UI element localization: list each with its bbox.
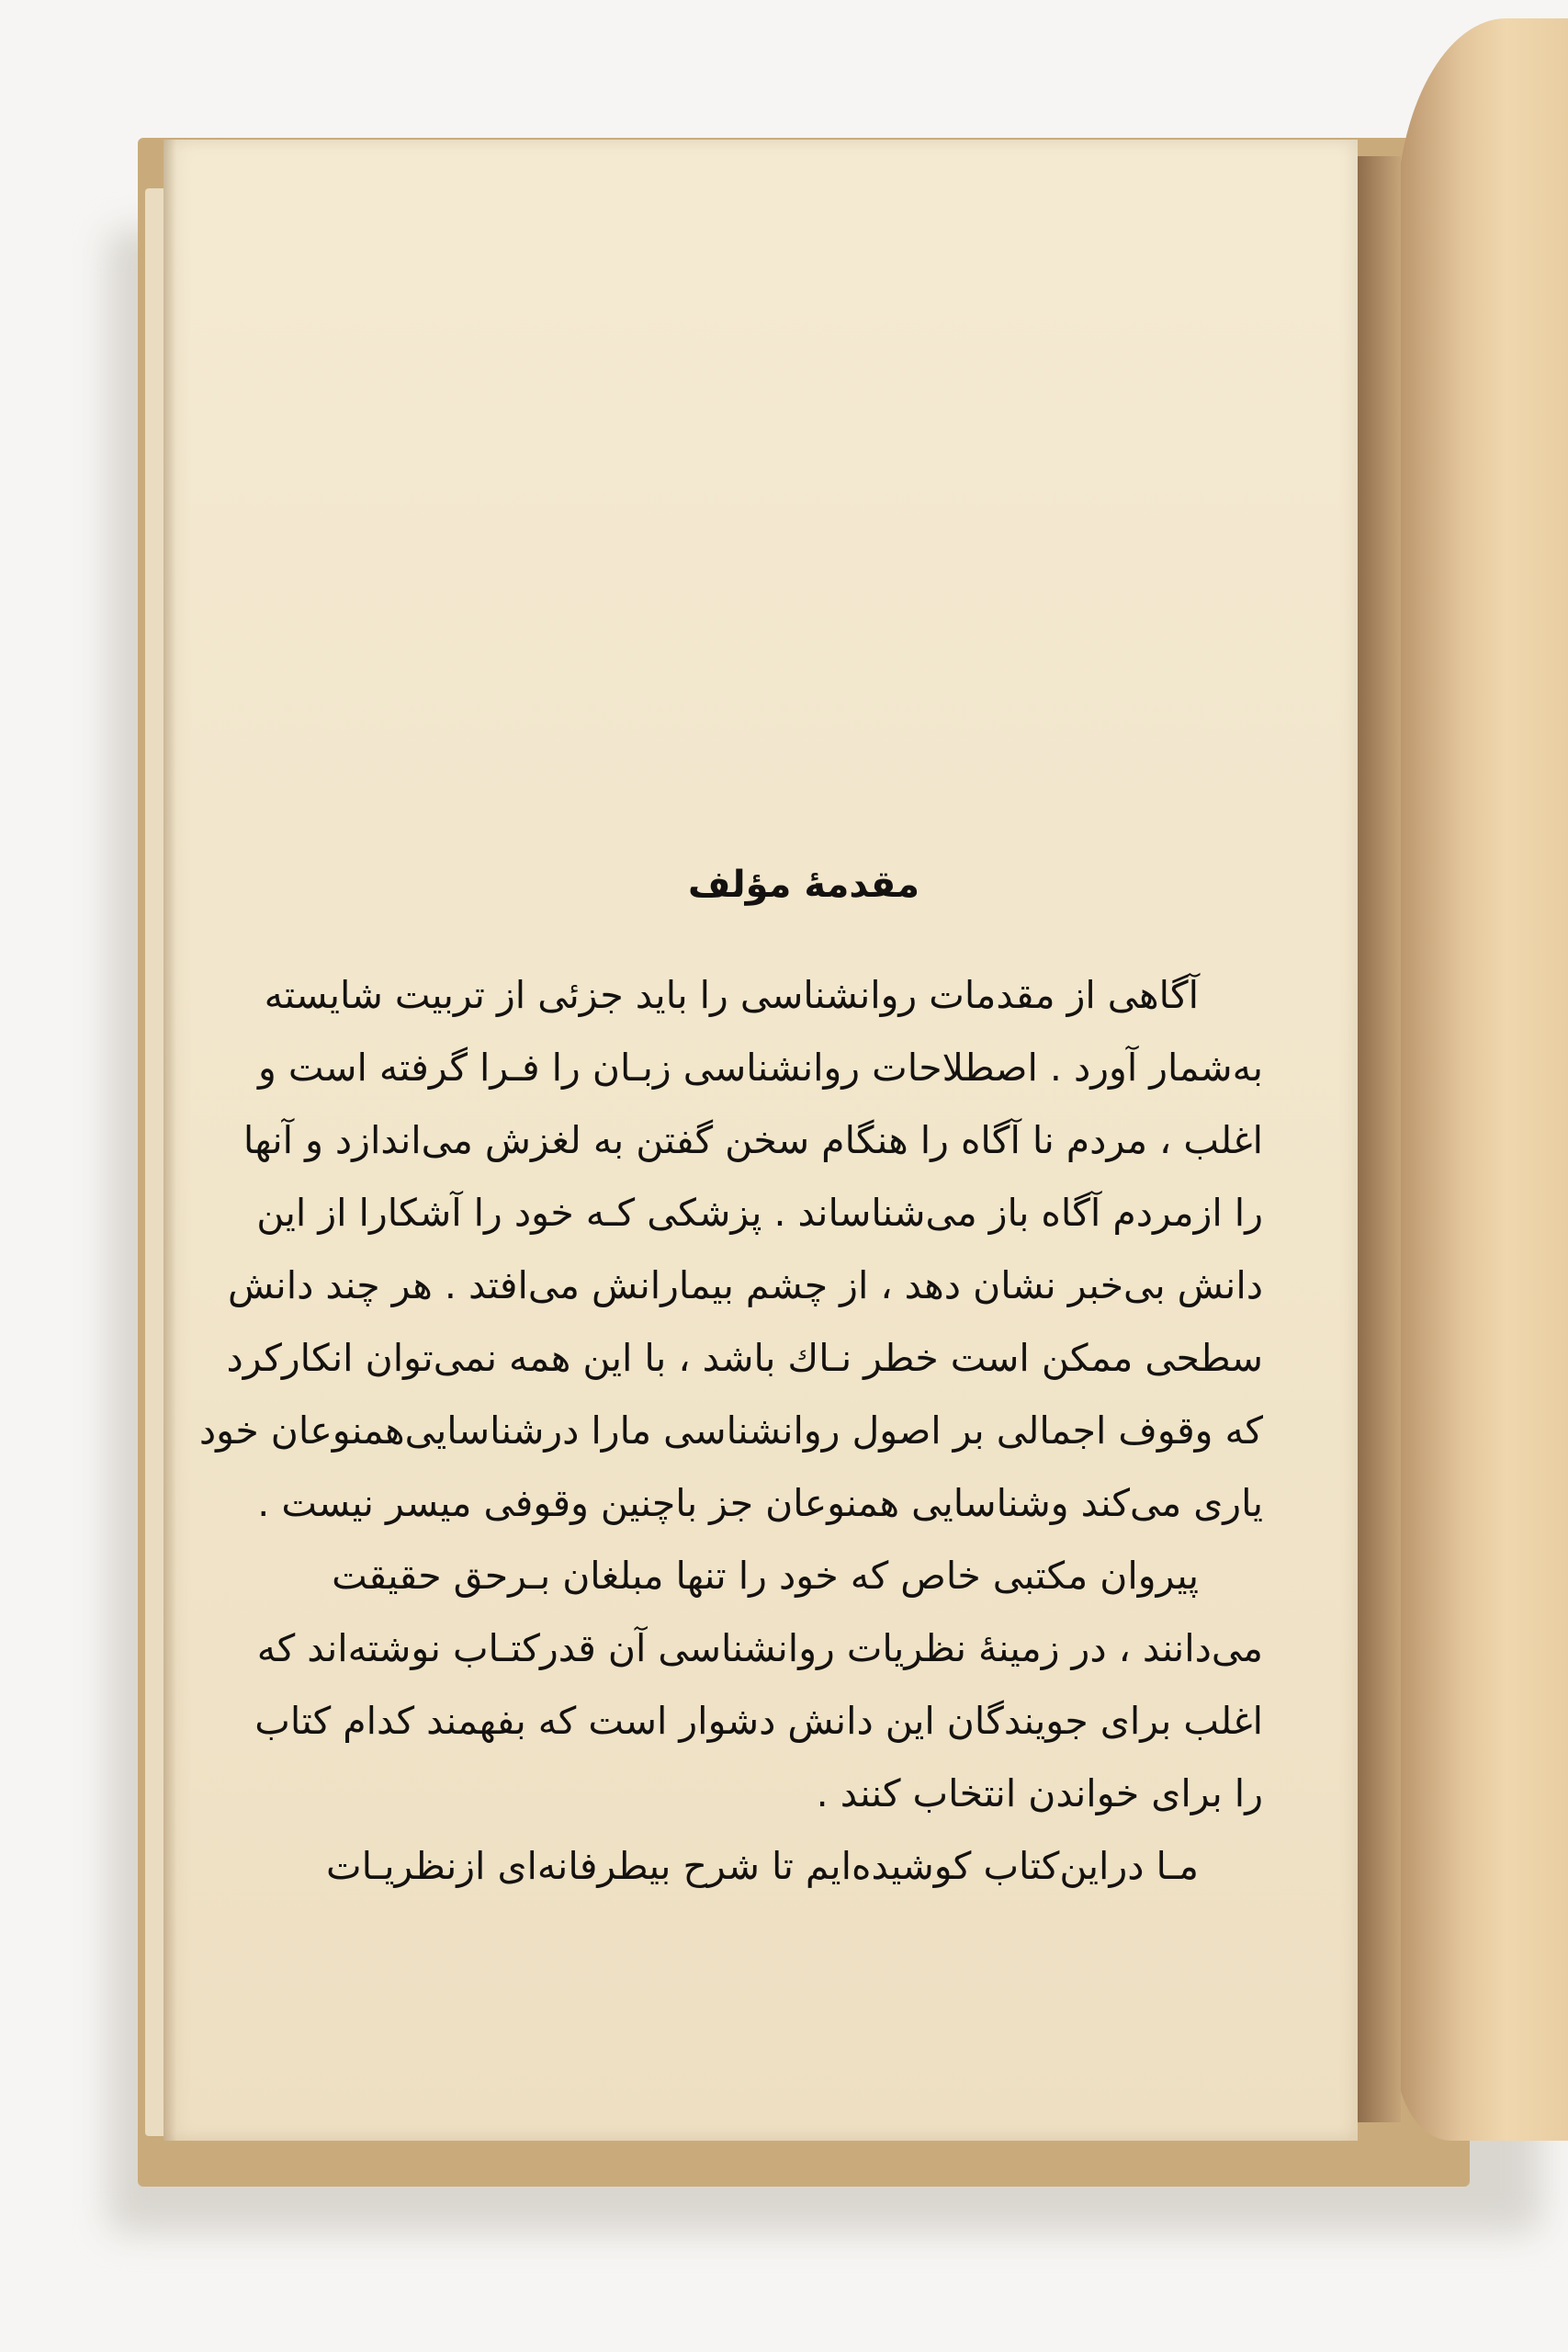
page-heading: مقدمهٔ مؤلف <box>687 864 920 906</box>
text-line: اغلب ، مردم نا آگاه را هنگام سخن گفتن به لغزش می‌اندازد و آنها <box>243 1118 1263 1162</box>
text-line: می‌دانند ، در زمینهٔ نظریات روانشناسی آن قدرکتـاب نوشته‌اند که <box>256 1626 1263 1670</box>
text-line: پیروان مکتبی خاص که خود را تنها مبلغان بـرحق حقیقت <box>332 1554 1199 1598</box>
text-line: را برای خواندن انتخاب کنند . <box>816 1771 1263 1815</box>
text-line: آگاهی از مقدمات روانشناسی را باید جزئی از تربیت شایسته <box>264 973 1199 1017</box>
text-line: مـا دراین‌کتاب کوشیده‌ایم تا شرح بیطرفانه‌ای ازنظریـات <box>326 1844 1199 1888</box>
page-text-block <box>198 864 1263 1903</box>
text-line: را ازمردم آگاه باز می‌شناساند . پزشکی کـه خود را آشکارا از این <box>256 1191 1263 1235</box>
text-line: یاری می‌کند وشناسایی همنوعان جز باچنین وقوفی میسر نیست . <box>257 1481 1263 1525</box>
facing-page-curl <box>1396 18 1568 2141</box>
text-line: که وقوف اجمالی بر اصول روانشناسی مارا درشناسایی‌همنوعان خود <box>198 1408 1263 1453</box>
text-line: دانش بی‌خبر نشان دهد ، از چشم بیمارانش می‌افتد . هر چند دانش <box>228 1263 1263 1307</box>
text-line: به‌شمار آورد . اصطلاحات روانشناسی زبـان را فـرا گرفته است و <box>258 1046 1263 1090</box>
page-fold-shadow <box>164 140 176 2141</box>
text-line: سطحی ممکن است خطر نـاك باشد ، با این همه نمی‌توان انکارکرد <box>226 1336 1263 1380</box>
text-line: اغلب برای جویندگان این دانش دشوار است که بفهمند کدام کتاب <box>254 1699 1263 1743</box>
